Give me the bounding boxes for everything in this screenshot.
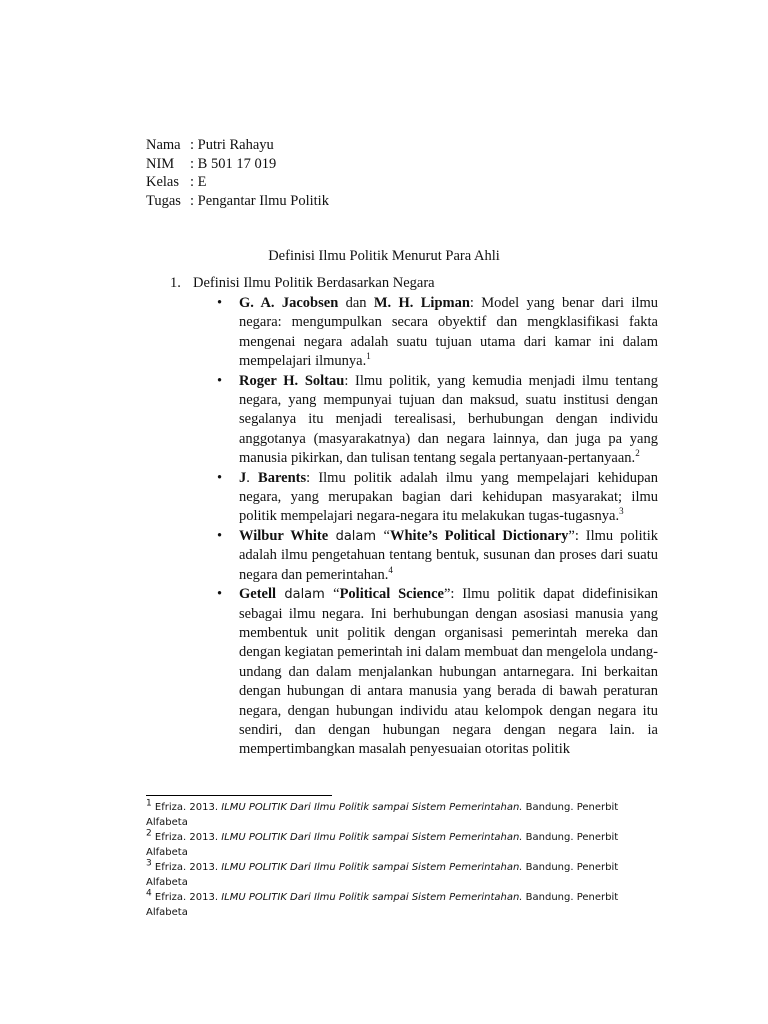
definition-text: ”: Ilmu politik dapat didefinisikan sebagai ilmu negara. Ini berhubungan dengan asosiasi manusia yang membentuk unit politik dengan organisasi pemerintah mereka dan dengan kegiatan pemerintah ini dalam membuat dan mengelola undang-undang dan dalam menjalankan hubungan antarnegara. Ini berkaitan dengan hubungan di antara manusia yang berada di bawah peraturan negara, dengan hubungan individu atau kelompok dengan negara itu sendiri, dan dengan hubungan negara dengan negara lain. ia mempertimbangkan masalah penyesuaian otoritas politik: [239, 586, 659, 758]
quote-mark: “: [383, 527, 390, 544]
footnote-ref: 1: [366, 351, 371, 362]
conjunction: dan: [338, 295, 374, 311]
footnote-number: 3: [146, 858, 152, 869]
footnote-book-title: ILMU POLITIK Dari Ilmu Politik sampai Sistem Pemerintahan.: [221, 802, 523, 813]
info-value: : B 501 17 019: [190, 155, 277, 172]
footnote-number: 4: [146, 888, 152, 899]
definition-item: [217, 585, 658, 760]
footnote-publisher: Bandung. Penerbit Alfabeta: [146, 862, 619, 888]
info-label: Kelas: [146, 174, 180, 190]
work-title: Political Science: [339, 586, 444, 603]
footnote-publisher: Bandung. Penerbit Alfabeta: [146, 802, 619, 828]
footnote-book-title: ILMU POLITIK Dari Ilmu Politik sampai Sistem Pemerintahan.: [221, 892, 523, 903]
section-title: Definisi Ilmu Politik Berdasarkan Negara: [193, 275, 435, 291]
author-name: G. A. Jacobsen: [239, 295, 339, 311]
section-number: 1.: [170, 275, 181, 291]
author-name: J: [239, 469, 247, 486]
definition-item: [217, 527, 658, 585]
footnote-ref: 2: [635, 448, 640, 459]
student-info: [146, 136, 329, 210]
footnote-author: Efriza. 2013.: [151, 862, 222, 873]
footnote-book-title: ILMU POLITIK Dari Ilmu Politik sampai Sistem Pemerintahan.: [221, 862, 523, 873]
footnote-author: Efriza. 2013.: [151, 802, 222, 813]
footnote-number: 1: [146, 798, 152, 809]
footnote-publisher: Bandung. Penerbit Alfabeta: [146, 832, 619, 858]
section-heading: [170, 275, 435, 292]
definition-text: ”: Ilmu politik adalah ilmu pengetahuan tentang bentuk, susunan dan proses dari suatu negara dan pemerintahan.: [239, 527, 658, 583]
document-title: Definisi Ilmu Politik Menurut Para Ahli: [268, 248, 500, 264]
definition-item: [217, 372, 658, 469]
info-row-kelas: [146, 173, 329, 192]
footnote-book-title: ILMU POLITIK Dari Ilmu Politik sampai Sistem Pemerintahan.: [221, 832, 523, 843]
info-row-nama: [146, 136, 329, 155]
footnote-publisher: Bandung. Penerbit Alfabeta: [146, 892, 619, 918]
footnote: [146, 860, 646, 890]
footnote-author: Efriza. 2013.: [151, 832, 222, 843]
info-label: Tugas: [146, 192, 181, 209]
info-label: NIM: [146, 155, 175, 172]
connector: dalam: [276, 587, 334, 603]
info-label: Nama: [146, 137, 181, 153]
definition-text: : Ilmu politik adalah ilmu yang mempelajari kehidupan negara, yang merupakan bagian dari kehidupan masyarakat; ilmu politik mempelajari negara-negara itu melakukan tugas-tugasnya.: [239, 469, 658, 525]
definition-text: : Model yang benar dari ilmu negara: mengumpulkan secara obyektif dan mengklasifikasi fakta mengenai negara adalah suatu tujuan utama dari kamar ini dalam mempelajari ilmunya.: [239, 295, 658, 370]
info-value: : Pengantar Ilmu Politik: [190, 192, 329, 209]
separator: .: [246, 469, 259, 486]
footnotes: [146, 800, 646, 920]
footnote-number: 2: [146, 828, 152, 839]
footnote: [146, 830, 646, 860]
author-name: Roger H. Soltau: [239, 372, 345, 389]
info-value: : Putri Rahayu: [190, 137, 274, 153]
definition-item: [217, 469, 658, 527]
author-name: Barents: [258, 469, 307, 486]
footnote-separator: [146, 795, 332, 796]
footnote: [146, 890, 646, 920]
definition-text: : Ilmu politik, yang kemudia menjadi ilmu tentang negara, yang mempunyai tujuan dan maksud, suatu institusi dengan segalanya itu menjadi terealisasi, berhubungan dengan individu anggotanya (masyarakatnya) dan negara lainnya, dan juga pa yang manusia pikirkan, dan tulisan tentang segala pertanyaan-pertanyaan.: [239, 372, 658, 467]
footnote: [146, 800, 646, 830]
info-row-nim: [146, 155, 329, 174]
info-value: : E: [190, 174, 207, 190]
footnote-ref: 4: [388, 564, 393, 575]
quote-mark: “: [333, 586, 340, 603]
author-name: M. H. Lipman: [373, 295, 470, 311]
author-name: Getell: [239, 586, 277, 603]
footnote-author: Efriza. 2013.: [151, 892, 222, 903]
connector: dalam: [328, 528, 384, 544]
author-name: Wilbur White: [239, 527, 329, 544]
work-title: White’s Political Dictionary: [389, 527, 569, 544]
definition-item: [217, 294, 658, 372]
footnote-ref: 3: [619, 506, 624, 517]
definition-list: [217, 294, 658, 760]
info-row-tugas: [146, 192, 329, 211]
